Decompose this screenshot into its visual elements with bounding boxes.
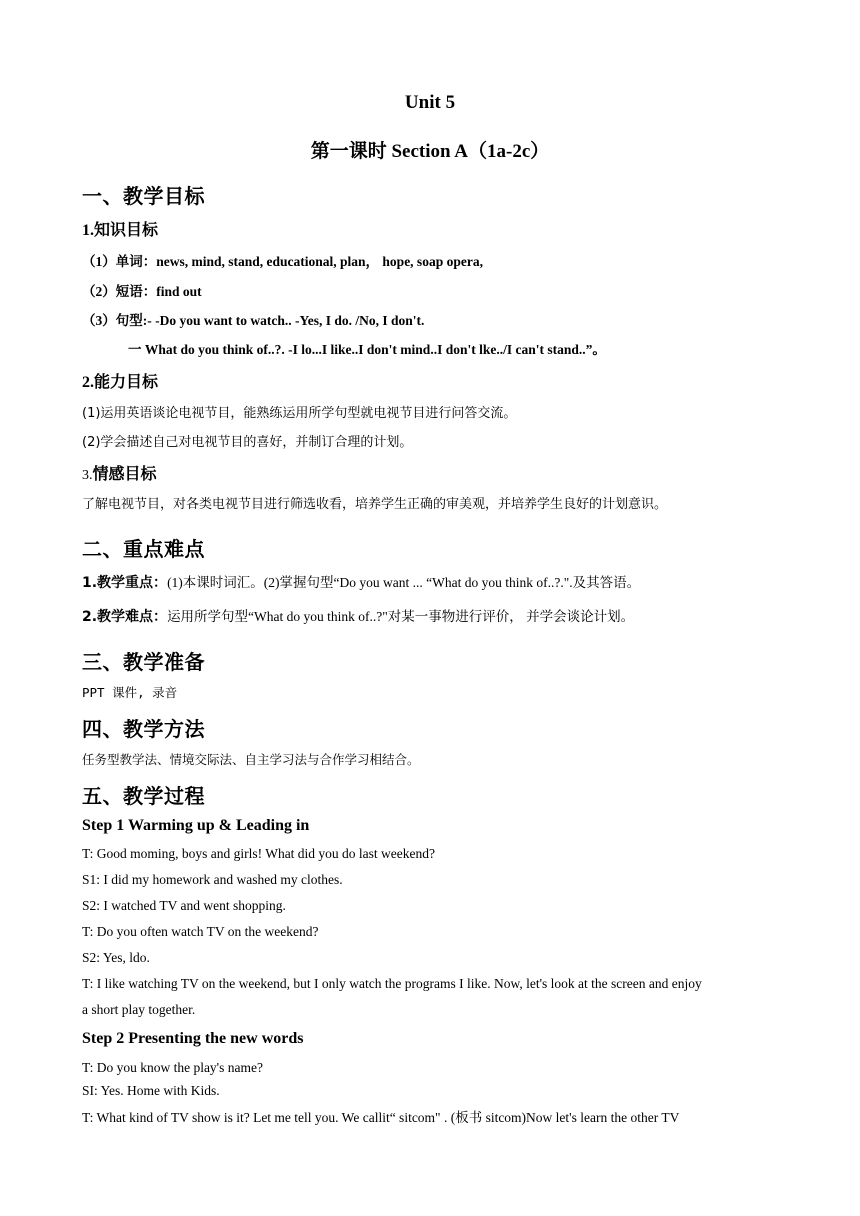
step-2-line: T: What kind of TV show is it? Let me tell you. We callit“ sitcom" . (板书 sitcom)Now let's learn the other TV [82, 1110, 680, 1125]
step-1-line: S1: I did my homework and washed my clothes. [82, 872, 343, 887]
subheading-ability: 2.能力目标 [82, 374, 159, 391]
doc-title: Unit 5 [404, 92, 456, 113]
step-1-heading: Step 1 Warming up & Leading in [82, 817, 310, 834]
section-heading-process: 五、教学过程 [82, 784, 205, 808]
difficulty-text: 运用所学句型“What do you think of..?"对某一事物进行评价， 并学会谈论计划。 [167, 609, 635, 624]
key-point-line [82, 571, 640, 592]
section-heading-key-points: 二、重点难点 [82, 537, 205, 561]
preparation-text: PPT 课件, 录音 [82, 685, 178, 700]
step-2-line: SI: Yes. Home with Kids. [82, 1083, 220, 1098]
subheading-emotion [82, 461, 157, 484]
knowledge-item-phrases: （2）短语：find out [82, 284, 202, 299]
section-heading-objectives: 一、教学目标 [82, 184, 205, 208]
subheading-emotion-label: 情感目标 [92, 466, 157, 483]
knowledge-item-sentences: （3）句型:- -Do you want to watch.. -Yes, I do. /No, I don't. [82, 313, 425, 328]
step-1-line: S2: Yes, ldo. [82, 950, 150, 965]
subheading-emotion-number: 3. [82, 468, 93, 483]
doc-subtitle: 第一课时 Section A（1a-2c） [310, 141, 550, 162]
step-1-line: T: Do you often watch TV on the weekend? [82, 924, 319, 939]
key-point-text: (1)本课时词汇。(2)掌握句型“Do you want ... “What do you think of..?.".及其答语。 [167, 575, 641, 590]
emotion-text: 了解电视节目，对各类电视节目进行筛选收看，培养学生正确的审美观，并培养学生良好的计划意识。 [82, 497, 668, 512]
subheading-knowledge: 1.知识目标 [82, 222, 159, 239]
step-1-line: T: Good moming, boys and girls! What did you do last weekend? [82, 846, 436, 861]
step-1-line: T: I like watching TV on the weekend, but I only watch the programs I like. Now, let's look at the screen and enjoy [82, 976, 702, 991]
section-heading-preparation: 三、教学准备 [82, 650, 205, 674]
step-2-line: T: Do you know the play's name? [82, 1060, 263, 1075]
knowledge-item-words: （1）单词：news, mind, stand, educational, plan， hope, soap opera, [82, 254, 483, 269]
difficulty-label: 2.教学难点： [82, 609, 168, 625]
knowledge-item-sentences-cont: 一 What do you think of..?. -I lo...I like..I don't mind..I don't lke../I can't stand..”。 [128, 342, 606, 357]
ability-line-1: (1)运用英语谈论电视节目，能熟练运用所学句型就电视节目进行问答交流。 [82, 406, 517, 421]
ability-line-2: (2)学会描述自己对电视节目的喜好，并制订合理的计划。 [82, 435, 413, 450]
section-heading-methods: 四、教学方法 [82, 717, 205, 741]
step-1-line: a short play together. [82, 1002, 196, 1017]
difficulty-line [82, 605, 634, 626]
step-2-heading: Step 2 Presenting the new words [82, 1030, 304, 1047]
step-1-line: S2: I watched TV and went shopping. [82, 898, 286, 913]
methods-text: 任务型教学法、情境交际法、自主学习法与合作学习相结合。 [82, 752, 420, 767]
key-point-label: 1.教学重点： [82, 575, 168, 591]
